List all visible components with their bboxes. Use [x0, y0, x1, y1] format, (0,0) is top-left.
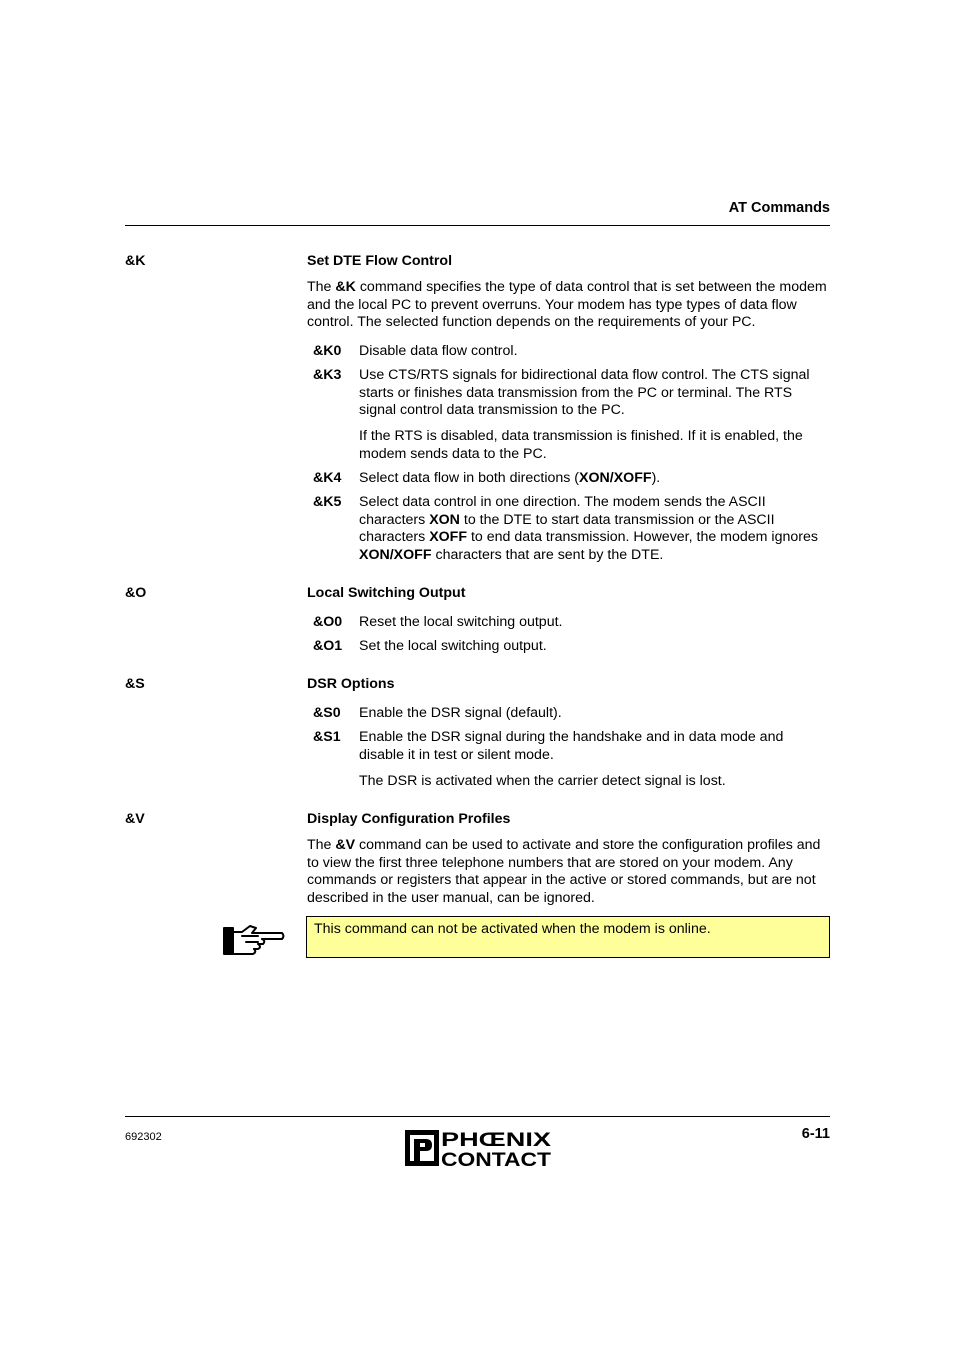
- option-code: &K0: [313, 343, 342, 359]
- section-intro-k: The &K command specifies the type of data control that is set between the modem and the local PC to prevent overruns. Your modem has type types of data flow control. The selected function depends on the requirements of your PC.: [307, 279, 827, 331]
- note-text: This command can not be activated when the modem is online.: [314, 921, 711, 937]
- section-title-k: Set DTE Flow Control: [307, 253, 453, 269]
- phoenix-contact-logo: [404, 1128, 552, 1174]
- command-label-o: &O: [125, 585, 147, 601]
- section-title-s: DSR Options: [307, 676, 395, 692]
- option-text: Reset the local switching output.: [359, 614, 563, 630]
- option-text: Set the local switching output.: [359, 638, 547, 654]
- svg-text:CONTACT: CONTACT: [441, 1150, 552, 1168]
- footer-rule: [125, 1116, 830, 1117]
- running-header: AT Commands: [728, 200, 830, 216]
- option-extra-text: If the RTS is disabled, data transmission is finished. If it is enabled, the modem sends data to the PC.: [359, 428, 803, 462]
- page-number: 6-11: [801, 1126, 830, 1142]
- option-text: Enable the DSR signal during the handshake and in data mode and disable it in test or silent mode.: [359, 729, 784, 763]
- section-intro-v: The &V command can be used to activate and store the configuration profiles and to view the first three telephone numbers that are stored on your modem. Any commands or registers that appear in the active or stored commands, but are not described in the user manual, can be ignored.: [307, 837, 821, 906]
- option-text: Enable the DSR signal (default).: [359, 705, 562, 721]
- section-title-v: Display Configuration Profiles: [307, 811, 511, 827]
- option-text: Select data control in one direction. The modem sends the ASCII characters XON to the DTE to start data transmission or the ASCII characters XOFF to end data transmission. However, the modem ignores XON/XOFF characters that are sent by the DTE.: [359, 494, 818, 563]
- option-text: Use CTS/RTS signals for bidirectional data flow control. The CTS signal starts or finishes data transmission from the PC or terminal. The RTS signal control data transmission to the PC.: [359, 367, 810, 419]
- document-number: 692302: [125, 1131, 162, 1143]
- option-code: &O1: [313, 638, 343, 654]
- note-box: [306, 916, 830, 958]
- option-code: &K5: [313, 494, 342, 510]
- option-code: &K3: [313, 367, 342, 383]
- option-text: Select data flow in both directions (XON/XOFF).: [359, 470, 661, 486]
- option-extra-text: The DSR is activated when the carrier detect signal is lost.: [359, 773, 726, 789]
- section-title-o: Local Switching Output: [307, 585, 466, 601]
- option-code: &S0: [313, 705, 341, 721]
- header-rule: [125, 225, 830, 226]
- command-label-k: &K: [125, 253, 146, 269]
- option-code: &K4: [313, 470, 342, 486]
- option-text: Disable data flow control.: [359, 343, 518, 359]
- command-label-v: &V: [125, 811, 145, 827]
- svg-text:PHŒNIX: PHŒNIX: [441, 1130, 552, 1151]
- pointing-hand-icon: [222, 922, 286, 964]
- option-code: &O0: [313, 614, 343, 630]
- option-code: &S1: [313, 729, 341, 745]
- command-label-s: &S: [125, 676, 145, 692]
